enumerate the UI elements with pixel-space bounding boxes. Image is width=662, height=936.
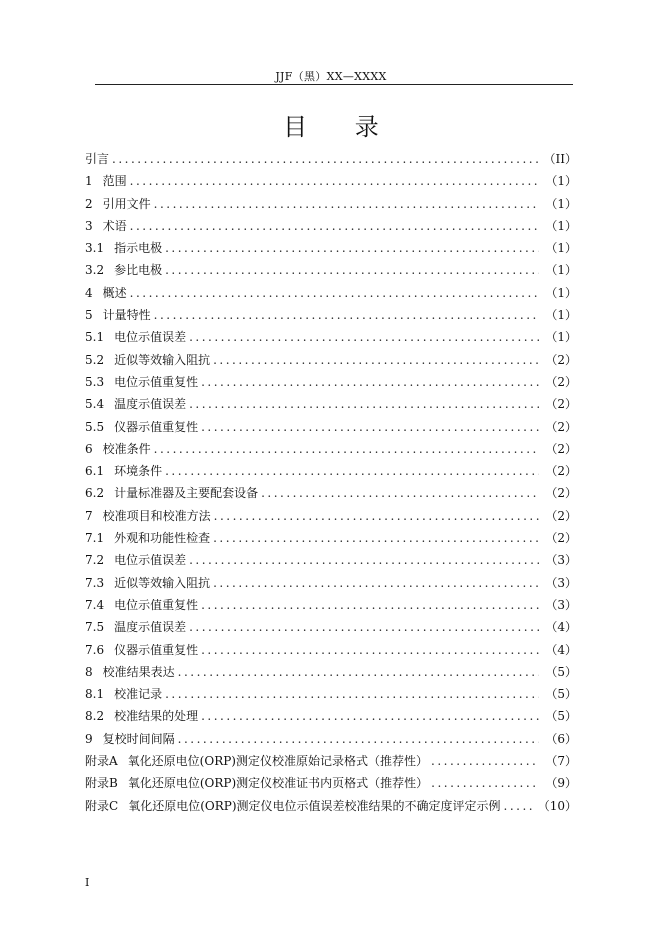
toc-entry-title: 计量特性 — [102, 308, 151, 323]
toc-entry-title: 电位示值误差 — [114, 553, 187, 568]
toc-leader-dots — [189, 397, 539, 411]
toc-entry[interactable] — [85, 641, 577, 663]
toc-entry-title: 电位示值重复性 — [114, 597, 199, 612]
toc-entry[interactable] — [85, 730, 577, 752]
toc-leader-dots — [201, 375, 539, 389]
toc-entry-title: 氧化还原电位(ORP)测定仪校准证书内页格式（推荐性） — [127, 776, 429, 791]
toc-entry-number: 5.4 — [85, 397, 105, 412]
toc-entry-page: （3） — [545, 597, 577, 612]
toc-leader-dots — [165, 263, 539, 277]
toc-leader-dots — [261, 486, 539, 500]
toc-entry-number: 7.6 — [85, 642, 105, 657]
footer-page-number: I — [85, 876, 90, 889]
toc-leader-dots — [214, 509, 540, 523]
toc-entry-number: 3 — [85, 218, 93, 233]
toc-leader-dots — [201, 643, 539, 657]
toc-entry-page: （5） — [545, 709, 577, 724]
toc-entry[interactable] — [85, 663, 577, 685]
toc-entry-title: 校准条件 — [102, 441, 151, 456]
toc-entry-page: （2） — [545, 441, 577, 456]
toc-leader-dots — [213, 531, 539, 545]
toc-entry-title: 校准结果表达 — [102, 664, 175, 679]
toc-entry-page: （2） — [545, 352, 577, 367]
toc-entry[interactable] — [85, 306, 577, 328]
toc-entry-page: （2） — [545, 486, 577, 501]
toc-entry-number: 7.4 — [85, 597, 105, 612]
toc-entry-number: 8 — [85, 664, 93, 679]
toc-leader-dots — [112, 152, 538, 166]
page-title: 目 录 — [283, 113, 399, 141]
toc-entry[interactable] — [85, 351, 577, 373]
toc-entry[interactable] — [85, 774, 577, 796]
toc-entry[interactable] — [85, 507, 577, 529]
toc-leader-dots — [165, 464, 539, 478]
toc-leader-dots — [154, 308, 540, 322]
toc-entry[interactable] — [85, 797, 577, 819]
toc-leader-dots — [201, 598, 539, 612]
toc-entry[interactable] — [85, 172, 577, 194]
toc-entry-page: （2） — [545, 531, 577, 546]
toc-entry[interactable] — [85, 395, 577, 417]
toc-entry-number: 附录C — [85, 798, 119, 813]
toc-leader-dots — [189, 620, 539, 634]
toc-leader-dots — [201, 709, 539, 723]
toc-entry-number: 7.2 — [85, 553, 105, 568]
toc-entry[interactable] — [85, 752, 577, 774]
toc-entry-page: （1） — [545, 196, 577, 211]
toc-entry[interactable] — [85, 239, 577, 261]
toc-entry-page: （1） — [545, 330, 577, 345]
toc-entry-title: 温度示值误差 — [114, 397, 187, 412]
toc-leader-dots — [178, 732, 540, 746]
toc-entry-number: 3.1 — [85, 241, 105, 256]
toc-entry-title: 电位示值重复性 — [114, 374, 199, 389]
toc-entry[interactable] — [85, 195, 577, 217]
toc-leader-dots — [165, 687, 539, 701]
toc-leader-dots — [130, 286, 540, 300]
toc-entry-title: 计量标准器及主要配套设备 — [114, 486, 259, 501]
toc-entry-page: （1） — [545, 285, 577, 300]
toc-entry-title: 复校时间间隔 — [102, 731, 175, 746]
toc-entry-number: 8.2 — [85, 709, 105, 724]
toc-entry-page: （6） — [545, 731, 577, 746]
toc-entry-page: （II） — [543, 152, 577, 166]
toc-leader-dots — [213, 576, 539, 590]
toc-entry-number: 5.2 — [85, 352, 105, 367]
toc-entry-title: 近似等效输入阻抗 — [114, 575, 211, 590]
toc-entry-title: 概述 — [102, 285, 127, 300]
toc-entry-title: 仪器示值重复性 — [114, 642, 199, 657]
toc-leader-dots — [189, 553, 539, 567]
toc-entry-page: （2） — [545, 508, 577, 523]
toc-leader-dots — [201, 420, 539, 434]
toc-entry-page: （4） — [545, 642, 577, 657]
toc-entry-number: 5.3 — [85, 374, 105, 389]
toc-entry-title: 引用文件 — [102, 196, 151, 211]
toc-entry-number: 1 — [85, 174, 93, 189]
toc-entry-number: 4 — [85, 285, 93, 300]
toc-leader-dots — [130, 219, 540, 233]
toc-entry-number: 6.1 — [85, 464, 105, 479]
toc-entry-title: 范围 — [102, 174, 127, 189]
toc-entry-number: 7.1 — [85, 531, 105, 546]
toc-entry-page: （2） — [545, 374, 577, 389]
toc-entry-page: （5） — [545, 664, 577, 679]
toc-entry[interactable] — [85, 462, 577, 484]
toc-entry-title: 术语 — [102, 218, 127, 233]
toc-leader-dots — [165, 241, 539, 255]
toc-leader-dots — [504, 799, 532, 813]
toc-entry-page: （7） — [545, 754, 577, 769]
toc-entry-title: 校准项目和校准方法 — [102, 508, 211, 523]
toc-entry-title: 引言 — [85, 152, 110, 166]
toc-entry-number: 7.5 — [85, 620, 105, 635]
toc-entry-number: 5 — [85, 308, 93, 323]
toc-entry[interactable] — [85, 618, 577, 640]
toc-entry[interactable] — [85, 150, 577, 172]
toc-entry-number: 2 — [85, 196, 93, 211]
toc-entry[interactable] — [85, 551, 577, 573]
table-of-contents — [85, 150, 577, 819]
toc-entry-page: （10） — [537, 798, 577, 813]
toc-entry-number: 7.3 — [85, 575, 105, 590]
toc-entry-title: 参比电极 — [114, 263, 163, 278]
toc-entry-title: 电位示值误差 — [114, 330, 187, 345]
header-rule — [95, 84, 573, 85]
toc-entry-number: 9 — [85, 731, 93, 746]
toc-leader-dots — [130, 174, 540, 188]
toc-entry-page: （1） — [545, 174, 577, 189]
toc-entry-title: 氧化还原电位(ORP)测定仪电位示值误差校准结果的不确定度评定示例 — [128, 798, 501, 813]
toc-leader-dots — [189, 330, 539, 344]
toc-entry-number: 7 — [85, 508, 93, 523]
toc-entry-page: （3） — [545, 575, 577, 590]
toc-entry-title: 校准结果的处理 — [114, 709, 199, 724]
page-header: JJF（黑）XX—XXXX — [275, 70, 387, 83]
toc-entry[interactable] — [85, 418, 577, 440]
toc-entry-page: （2） — [545, 397, 577, 412]
toc-entry-page: （2） — [545, 464, 577, 479]
toc-entry-page: （5） — [545, 687, 577, 702]
toc-entry[interactable] — [85, 484, 577, 506]
toc-entry[interactable] — [85, 529, 577, 551]
toc-entry[interactable] — [85, 373, 577, 395]
toc-leader-dots — [178, 665, 540, 679]
toc-entry-title: 温度示值误差 — [114, 620, 187, 635]
toc-entry[interactable] — [85, 440, 577, 462]
toc-entry[interactable] — [85, 596, 577, 618]
toc-entry[interactable] — [85, 574, 577, 596]
toc-entry-page: （1） — [545, 263, 577, 278]
toc-entry-number: 5.5 — [85, 419, 105, 434]
toc-leader-dots — [213, 353, 539, 367]
toc-entry-title: 仪器示值重复性 — [114, 419, 199, 434]
toc-leader-dots — [154, 197, 540, 211]
toc-entry-number: 6 — [85, 441, 93, 456]
toc-entry-page: （2） — [545, 419, 577, 434]
toc-entry-title: 校准记录 — [114, 687, 163, 702]
toc-entry-title: 近似等效输入阻抗 — [114, 352, 211, 367]
toc-entry-page: （9） — [545, 776, 577, 791]
toc-leader-dots — [154, 442, 540, 456]
toc-entry[interactable] — [85, 685, 577, 707]
toc-leader-dots — [431, 754, 539, 768]
toc-entry-number: 3.2 — [85, 263, 105, 278]
toc-entry-number: 附录B — [85, 776, 118, 791]
toc-entry[interactable] — [85, 261, 577, 283]
toc-entry-number: 8.1 — [85, 687, 105, 702]
toc-entry-title: 环境条件 — [114, 464, 163, 479]
toc-entry-title: 指示电极 — [114, 241, 163, 256]
toc-entry-number: 5.1 — [85, 330, 105, 345]
toc-entry-page: （4） — [545, 620, 577, 635]
toc-entry-page: （1） — [545, 241, 577, 256]
toc-entry[interactable] — [85, 284, 577, 306]
toc-entry-page: （3） — [545, 553, 577, 568]
toc-entry-title: 外观和功能性检查 — [114, 531, 211, 546]
toc-entry-page: （1） — [545, 218, 577, 233]
toc-entry-page: （1） — [545, 308, 577, 323]
toc-entry-number: 附录A — [85, 754, 118, 769]
toc-entry-title: 氧化还原电位(ORP)测定仪校准原始记录格式（推荐性） — [127, 754, 428, 769]
toc-entry[interactable] — [85, 217, 577, 239]
toc-entry[interactable] — [85, 328, 577, 350]
toc-leader-dots — [431, 776, 539, 790]
toc-entry[interactable] — [85, 707, 577, 729]
toc-entry-number: 6.2 — [85, 486, 105, 501]
